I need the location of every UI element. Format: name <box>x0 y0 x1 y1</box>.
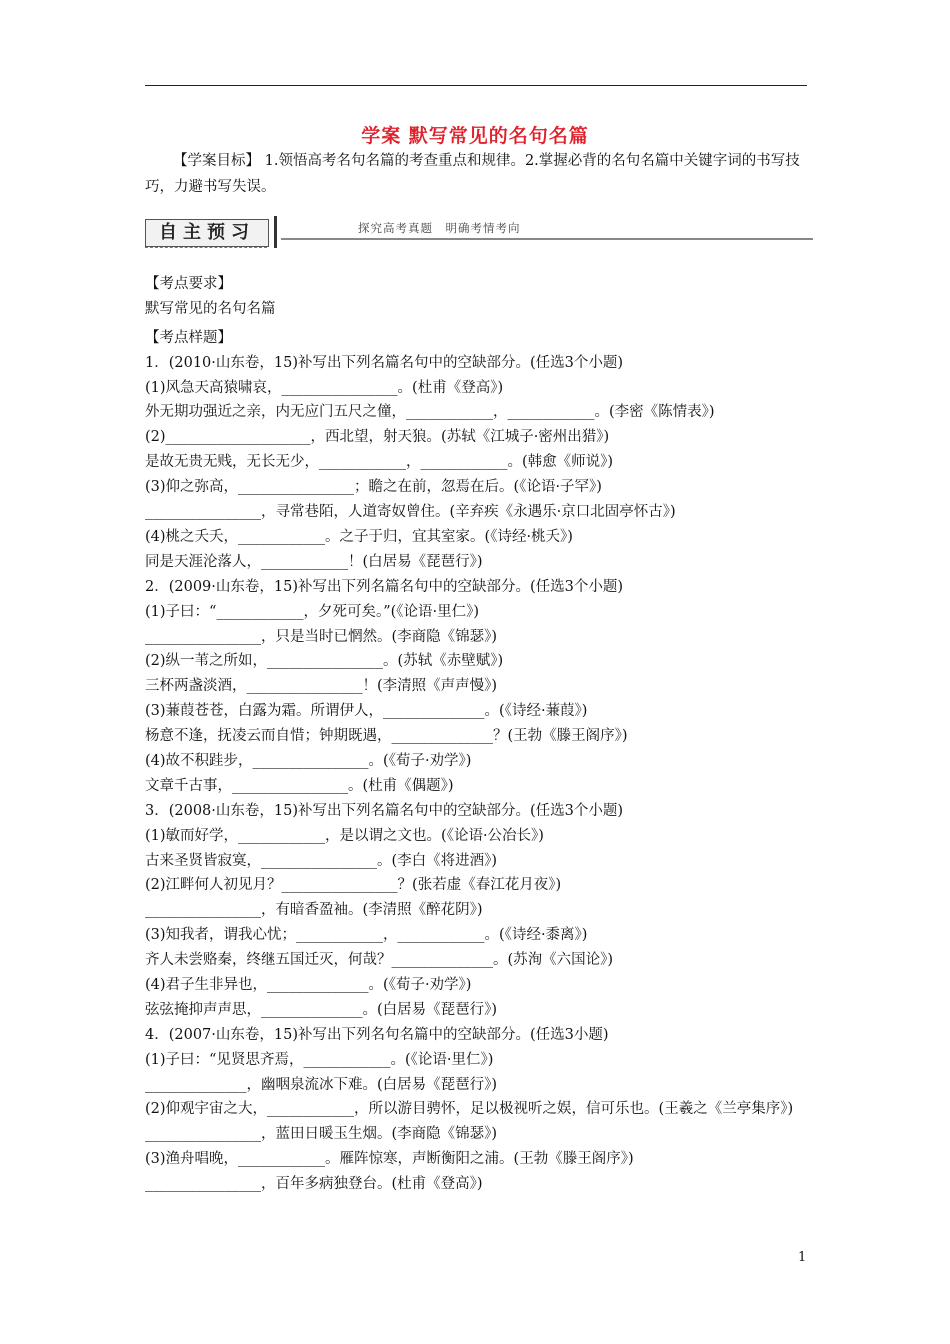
text-line: ________________，只是当时已惘然。(李商隐《锦瑟》) <box>145 628 498 645</box>
section-label: 自主预习 <box>145 219 269 247</box>
text-line: (1)子曰：“见贤思齐焉，____________。(《论语·里仁》) <box>145 1051 494 1068</box>
text-line: (4)桃之夭夭，____________。之子于归，宜其室家。(《诗经·桃夭》) <box>145 528 573 545</box>
text-line: 三杯两盏淡酒，________________！(李清照《声声慢》) <box>145 678 498 695</box>
text-line: (3)渔舟唱晚，____________。雁阵惊寒，声断衡阳之浦。(王勃《滕王阁序》) <box>145 1151 634 1168</box>
text-line: (2)纵一苇之所如，________________。(苏轼《赤壁赋》) <box>145 653 504 670</box>
section-subtitle: 探究高考真题 明确考情考向 <box>358 221 521 235</box>
text-line: (2)____________________，西北望，射天狼。(苏轼《江城子·密州出猎》) <box>145 429 610 446</box>
text-line: 默写常见的名句名篇 <box>145 300 276 317</box>
text-line: (2)江畔何人初见月？________________？(张若虚《春江花月夜》) <box>145 877 562 894</box>
banner-divider <box>274 216 277 248</box>
text-line: (3)仰之弥高，________________；瞻之在前，忽焉在后。(《论语·子罕》) <box>145 479 602 496</box>
banner-dash <box>145 247 267 248</box>
exercise-body <box>145 272 825 1197</box>
page-title: 学案 默写常见的名句名篇 <box>361 125 589 147</box>
text-line: ________________，寻常巷陌，人道寄奴曾住。(辛弃疾《永遇乐·京口北固亭怀古》) <box>145 504 676 521</box>
text-line: 外无期功强近之亲，内无应门五尺之僮，____________，____________。(李密《陈情表》) <box>145 404 715 421</box>
text-line: ________________，蓝田日暖玉生烟。(李商隐《锦瑟》) <box>145 1126 498 1143</box>
page-number: 1 <box>798 1250 807 1265</box>
text-line: 3．(2008·山东卷，15)补写出下列名篇名句中的空缺部分。(任选3个小题) <box>145 802 624 819</box>
text-line: (4)故不积跬步，________________。(《荀子·劝学》) <box>145 752 472 769</box>
text-line: 古来圣贤皆寂寞，________________。(李白《将进酒》) <box>145 852 498 869</box>
banner-rule <box>281 238 813 240</box>
text-line: ______________，幽咽泉流冰下难。(白居易《琵琶行》) <box>145 1076 498 1093</box>
text-line: 是故无贵无贱，无长无少，____________，____________。(韩愈《师说》) <box>145 454 614 471</box>
text-line: 4．(2007·山东卷，15)补写出下列名句名篇中的空缺部分。(任选3小题) <box>145 1026 609 1043</box>
text-line: (4)君子生非异也，______________。(《荀子·劝学》) <box>145 977 472 994</box>
text-line: 杨意不逢，抚凌云而自惜；钟期既遇，______________？(王勃《滕王阁序》) <box>145 728 628 745</box>
text-line: (1)敏而好学，____________，是以谓之文也。(《论语·公冶长》) <box>145 827 544 844</box>
header-rule <box>145 85 807 86</box>
text-line: 文章千古事，________________。(杜甫《偶题》) <box>145 777 454 794</box>
text-line: 【考点样题】 <box>145 329 232 346</box>
text-line: 2．(2009·山东卷，15)补写出下列名篇名句中的空缺部分。(任选3个小题) <box>145 578 624 595</box>
text-line: (1)风急天高猿啸哀，________________。(杜甫《登高》) <box>145 379 504 396</box>
learning-goal <box>145 148 810 200</box>
text-line: 齐人未尝赂秦，终继五国迁灭，何哉？______________。(苏洵《六国论》) <box>145 952 614 969</box>
learning-goal-text: 【学案目标】 1.领悟高考名句名篇的考查重点和规律。2.掌握必背的名句名篇中关键字词的书写技巧，力避书写失误。 <box>145 153 800 195</box>
text-line: 同是天涯沦落人，____________！(白居易《琵琶行》) <box>145 553 483 570</box>
text-line: 1．(2010·山东卷，15)补写出下列名篇名句中的空缺部分。(任选3个小题) <box>145 354 624 371</box>
text-line: 弦弦掩抑声声思，______________。(白居易《琵琶行》) <box>145 1001 498 1018</box>
section-banner <box>145 216 813 250</box>
text-line: 【考点要求】 <box>145 276 232 292</box>
text-line: ________________，百年多病独登台。(杜甫《登高》) <box>145 1176 483 1193</box>
text-line: ________________，有暗香盈袖。(李清照《醉花阴》) <box>145 902 483 919</box>
text-line: (3)蒹葭苍苍，白露为霜。所谓伊人，______________。(《诗经·蒹葭》) <box>145 703 588 720</box>
text-line: (1)子曰：“____________，夕死可矣。”(《论语·里仁》) <box>145 603 480 620</box>
text-line: (3)知我者，谓我心忧；____________，____________。(《诗经·黍离》) <box>145 927 588 944</box>
text-line: (2)仰观宇宙之大，____________，所以游目骋怀，足以极视听之娱，信可乐也。(王羲之《兰亭集序》) <box>145 1101 794 1118</box>
